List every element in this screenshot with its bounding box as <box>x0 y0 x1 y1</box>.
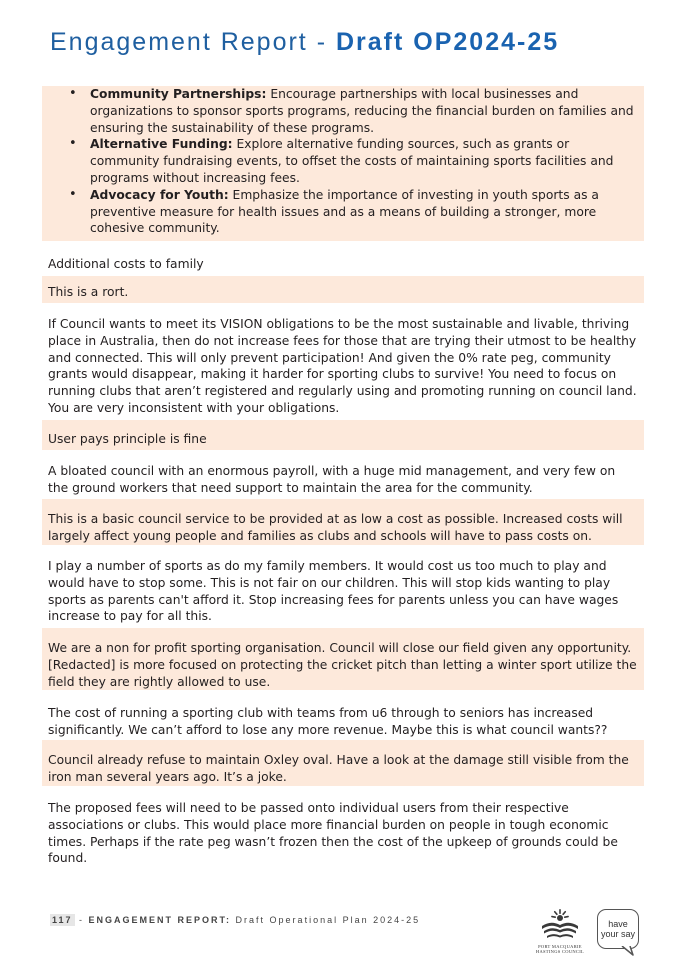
response-item: Council already refuse to maintain Oxley oval. Have a look at the damage still visible from the iron man several years ago. It’s a joke. <box>42 740 644 786</box>
bullet-text: Emphasize the importance of investing in youth sports as a preventive measure for health issues and as a means of building a stronger, more cohesive community. <box>90 187 599 236</box>
page-title <box>50 28 559 57</box>
response-item: This is a rort. <box>42 276 644 303</box>
bullet-text: Encourage partnerships with local businesses and organizations to sponsor sports programs, reducing the financial burden on families and ensuring the sustainability of these programs. <box>90 87 634 135</box>
have-your-say-logo <box>597 909 641 953</box>
response-item: A bloated council with an enormous payroll, with a huge mid management, and very few on the ground workers that need support to maintain the area for the community. <box>48 464 616 495</box>
speech-bubble-icon <box>597 909 639 949</box>
title-bold: Draft OP2024-25 <box>335 28 560 56</box>
bullet-term: Alternative Funding: <box>90 137 233 152</box>
bullet-term: Advocacy for Youth: <box>90 187 229 202</box>
response-item: If Council wants to meet its VISION obligations to be the most sustainable and livable, thriving place in Australia, then do not increase fees for those that are trying their utmost to be healthy and connected. This will only prevent participation! And given the 0% rate peg, community grants would disappear, making it harder for sporting clubs to survive! You need to focus on running clubs that aren’t registered and regularly using and promoting running on council land. You are very inconsistent with your obligations. <box>48 317 637 415</box>
bullet-text: Explore alternative funding sources, such as grants or community fundraising events, to offset the costs of maintaining sports facilities and programs without increasing fees. <box>90 137 614 185</box>
bullet-item <box>90 187 636 237</box>
council-logo <box>534 908 586 958</box>
title-prefix: Engagement Report - <box>50 28 336 56</box>
response-item: This is a basic council service to be provided at as low a cost as possible. Increased costs will largely affect young people and families as clubs and schools will have to pass costs on. <box>42 499 644 545</box>
response-item: Additional costs to family <box>48 257 204 271</box>
bullet-term: Community Partnerships: <box>90 87 267 101</box>
page-footer <box>50 915 420 925</box>
bullet-item <box>90 136 636 186</box>
response-item: The cost of running a sporting club with teams from u6 through to seniors has increased significantly. We can’t afford to lose any more revenue. Maybe this is what council wants?? <box>48 706 608 737</box>
response-item: I play a number of sports as do my family members. It would cost us too much to play and would have to stop some. This is not fair on our children. This will stop kids wanting to play sports as parents can't afford it. Stop increasing fees for parents unless you can have wages increase to pay for all this. <box>48 559 619 624</box>
bullet-item <box>90 86 636 136</box>
footer-report-label: ENGAGEMENT REPORT: <box>88 915 232 925</box>
footer-separator: - <box>74 915 89 925</box>
speech-bubble-tail-icon <box>621 946 635 956</box>
response-item: User pays principle is fine <box>42 420 644 450</box>
council-logo-icon <box>534 908 586 940</box>
council-logo-text-2: HASTINGS COUNCIL <box>535 949 585 954</box>
council-logo-text-1: PORT MACQUARIE <box>538 944 582 949</box>
response-item: The proposed fees will need to be passed onto individual users from their respective associations or clubs. This would place more financial burden on people in tough economic times. Perhaps if the rate peg wasn’t frozen then the cost of the upkeep of grounds could be found. <box>48 801 618 866</box>
have-your-say-line-1: have <box>608 919 628 929</box>
bullet-list-block <box>42 86 644 241</box>
response-item: We are a non for profit sporting organisation. Council will close our field given any opportunity. [Redacted] is more focused on protecting the cricket pitch than letting a winter sport utilize the field they are rightly allowed to use. <box>42 628 644 690</box>
have-your-say-line-2: your say <box>600 929 635 939</box>
footer-report-title: Draft Operational Plan 2024-25 <box>231 915 421 925</box>
page-number: 117 <box>52 915 73 925</box>
